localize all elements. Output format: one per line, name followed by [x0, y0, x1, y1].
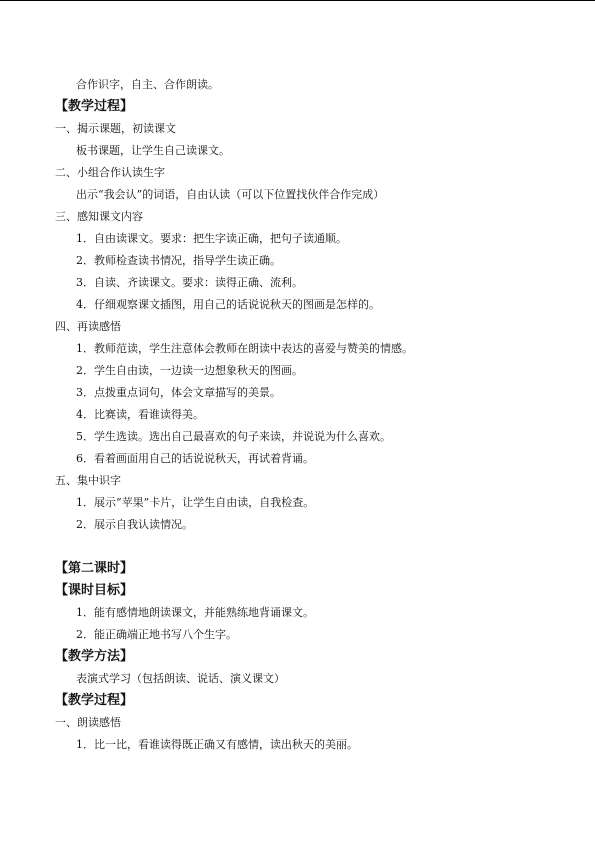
list-item: 2．能正确端正地书写八个生字。: [76, 628, 237, 641]
section-title: 一、朗读感悟: [55, 716, 121, 729]
list-item: 6．看着画面用自己的话说说秋天，再试着背诵。: [76, 452, 314, 465]
section-heading: 【教学过程】: [55, 693, 134, 708]
list-item: 2．学生自由读，一边读一边想象秋天的图画。: [76, 364, 303, 377]
text-line: 板书课题，让学生自己读课文。: [76, 144, 230, 157]
section-heading: 【第二课时】: [55, 561, 134, 576]
section-title: 四、再读感悟: [55, 320, 121, 333]
list-item: 3．自读、齐读课文。要求：读得正确、流利。: [76, 276, 303, 289]
page-top-border: [0, 0, 595, 1]
section-title: 三、感知课文内容: [55, 210, 143, 223]
list-item: 5．学生选读。选出自己最喜欢的句子来读，并说说为什么喜欢。: [76, 430, 391, 443]
section-heading: 【教学方法】: [55, 649, 134, 664]
list-item: 1．比一比，看谁读得既正确又有感情，读出秋天的美丽。: [76, 738, 358, 751]
text-line: 表演式学习（包括朗读、说话、演义课文）: [76, 672, 285, 685]
list-item: 2．展示自我认读情况。: [76, 518, 193, 531]
text-line: 出示“我会认”的词语，自由认读（可以下位置找伙伴合作完成）: [76, 188, 385, 201]
list-item: 2．教师检查读书情况，指导学生读正确。: [76, 254, 281, 267]
list-item: 1．展示“苹果”卡片，让学生自由读，自我检查。: [76, 496, 315, 509]
list-item: 4．仔细观察课文插图，用自己的话说说秋天的图画是怎样的。: [76, 298, 380, 311]
section-heading: 【课时目标】: [55, 583, 134, 598]
text-line: 合作识字，自主、合作朗读。: [76, 78, 219, 91]
list-item: 4．比赛读，看谁读得美。: [76, 408, 204, 421]
list-item: 1．自由读课文。要求：把生字读正确，把句子读通顺。: [76, 232, 347, 245]
list-item: 1．教师范读，学生注意体会教师在朗读中表达的喜爱与赞美的情感。: [76, 342, 413, 355]
section-heading: 【教学过程】: [55, 99, 134, 114]
section-title: 五、集中识字: [55, 474, 121, 487]
section-title: 二、小组合作认读生字: [55, 166, 165, 179]
section-title: 一、揭示课题，初读课文: [55, 122, 176, 135]
list-item: 3．点拨重点词句，体会文章描写的美景。: [76, 386, 281, 399]
list-item: 1．能有感情地朗读课文，并能熟练地背诵课文。: [76, 606, 314, 619]
